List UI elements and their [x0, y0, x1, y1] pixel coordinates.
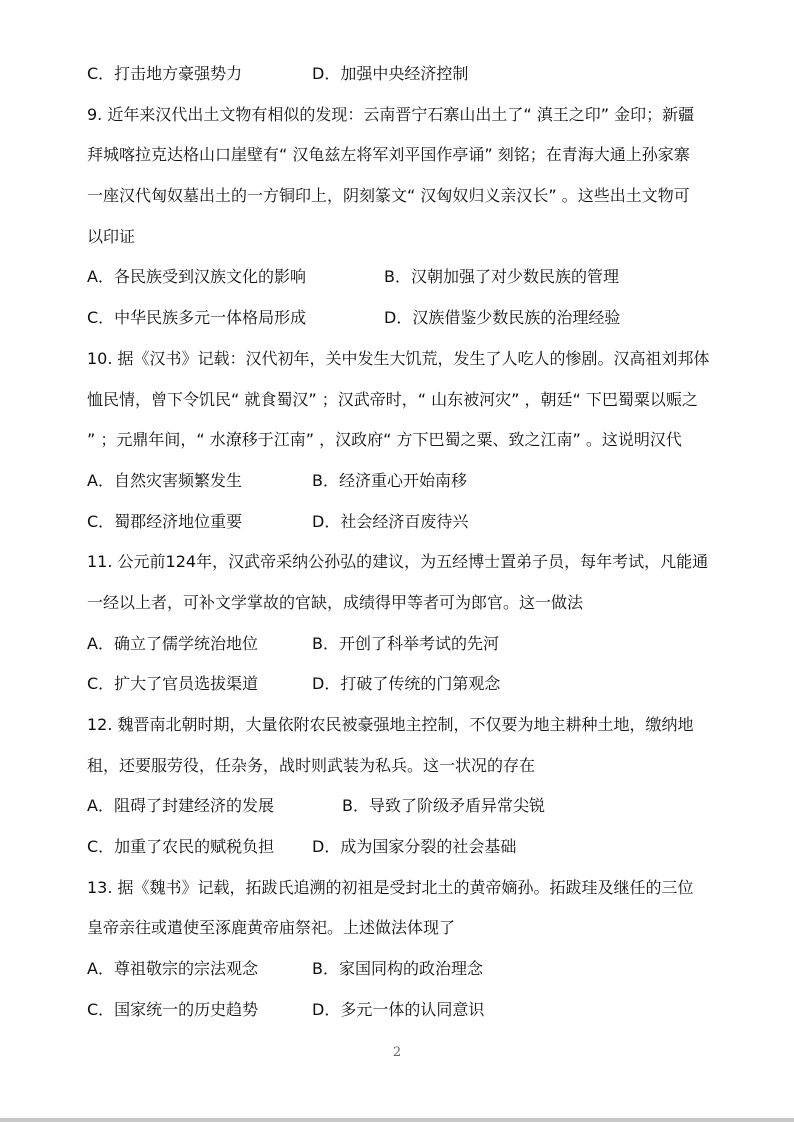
- q12-options-row-cd: [87, 827, 712, 868]
- q13-stem-line-1: 13. 据《魏书》记载，拓跋氏追溯的初祖是受封北土的黄帝嫡孙。拓跋珪及继任的三位: [87, 877, 694, 897]
- q10-stem-line-1: 10. 据《汉书》记载：汉代初年，关中发生大饥荒，发生了人吃人的惨剧。汉高祖刘邦体: [87, 348, 710, 368]
- q9-option-c: C．中华民族多元一体格局形成: [87, 308, 307, 328]
- page-bottom-edge: [0, 1118, 794, 1122]
- q11-stem-line-1: 11. 公元前124年，汉武帝采纳公孙弘的建议，为五经博士置弟子员，每年考试，凡能通: [87, 552, 709, 572]
- q11-options-row-cd: [87, 664, 712, 705]
- q11-option-b: B．开创了科举考试的先河: [312, 633, 499, 653]
- q11-stem-line-2: 一经以上者，可补文学掌故的官缺，成绩得甲等者可为郎官。这一做法: [87, 592, 584, 612]
- q10-option-c: C．蜀郡经济地位重要: [87, 511, 243, 531]
- q12-option-a: A．阻碍了封建经济的发展: [87, 796, 274, 816]
- q9-stem-line-2: 拜城喀拉克达格山口崖壁有“ 汉龟兹左将军刘平国作亭诵” 刻铭；在青海大通上孙家寨: [87, 145, 690, 165]
- q12-stem-line-2: 租，还要服劳役，任杂务，战时则武装为私兵。这一状况的存在: [87, 755, 536, 775]
- q9-stem-line-3: 一座汉代匈奴墓出土的一方铜印上，阴刻篆文“ 汉匈奴归义亲汉长” 。这些出土文物可: [87, 186, 690, 206]
- q12-option-d: D．成为国家分裂的社会基础: [312, 837, 517, 857]
- q12-options-row-ab: [87, 786, 712, 827]
- q9-stem-line-4: 以印证: [87, 226, 136, 246]
- q10-option-b: B．经济重心开始南移: [312, 470, 467, 490]
- page-content: [87, 54, 712, 1031]
- q10-options-row-cd: [87, 502, 712, 543]
- q12-stem-line-1: 12. 魏晋南北朝时期，大量依附农民被豪强地主控制，不仅要为地主耕种土地，缴纳地: [87, 715, 694, 734]
- q8-option-d: D．加强中央经济控制: [312, 64, 469, 83]
- q11-options-row-ab: [87, 624, 712, 665]
- q9-options-row-ab: [87, 257, 712, 298]
- q11-option-c: C．扩大了官员选拔渠道: [87, 674, 259, 694]
- q13-option-d: D．多元一体的认同意识: [312, 999, 485, 1019]
- q10-stem-line-3: ” ；元鼎年间，“ 水潦移于江南” ，汉政府“ 方下巴蜀之粟、致之江南” 。这说明汉代: [87, 430, 682, 450]
- q10-option-d: D．社会经济百废待兴: [312, 511, 469, 531]
- q12-option-b: B．导致了阶级矛盾异常尖锐: [342, 796, 545, 816]
- q11-option-a: A．确立了儒学统治地位: [87, 633, 258, 653]
- q13-options-row-cd: [87, 990, 712, 1031]
- q12-option-c: C．加重了农民的赋税负担: [87, 837, 275, 857]
- q13-options-row-ab: [87, 949, 712, 990]
- q9-stem-line-1: 9. 近年来汉代出土文物有相似的发现：云南晋宁石寨山出土了“ 滇王之印” 金印；新疆: [87, 104, 695, 124]
- q10-options-row-ab: [87, 461, 712, 502]
- q9-option-d: D．汉族借鉴少数民族的治理经验: [384, 308, 621, 328]
- page-number: 2: [392, 1045, 402, 1060]
- q13-option-c: C．国家统一的历史趋势: [87, 999, 259, 1019]
- q9-options-row-cd: [87, 298, 712, 339]
- q8-options-row-cd: [87, 54, 712, 95]
- q13-option-a: A．尊祖敬宗的宗法观念: [87, 959, 258, 979]
- q9-option-b: B．汉朝加强了对少数民族的管理: [384, 267, 619, 287]
- q13-option-b: B．家国同构的政治理念: [312, 959, 483, 979]
- q11-option-d: D．打破了传统的门第观念: [312, 674, 501, 694]
- q10-stem-line-2: 恤民情，曾下令饥民“ 就食蜀汉” ；汉武帝时，“ 山东被河灾” ，朝廷“ 下巴蜀粟以赈之: [87, 389, 698, 409]
- q10-option-a: A．自然灾害频繁发生: [87, 470, 242, 490]
- q13-stem-line-2: 皇帝亲往或遣使至涿鹿黄帝庙祭祀。上述做法体现了: [87, 918, 456, 938]
- q9-option-a: A．各民族受到汉族文化的影响: [87, 267, 306, 287]
- q8-option-c: C．打击地方豪强势力: [87, 64, 243, 83]
